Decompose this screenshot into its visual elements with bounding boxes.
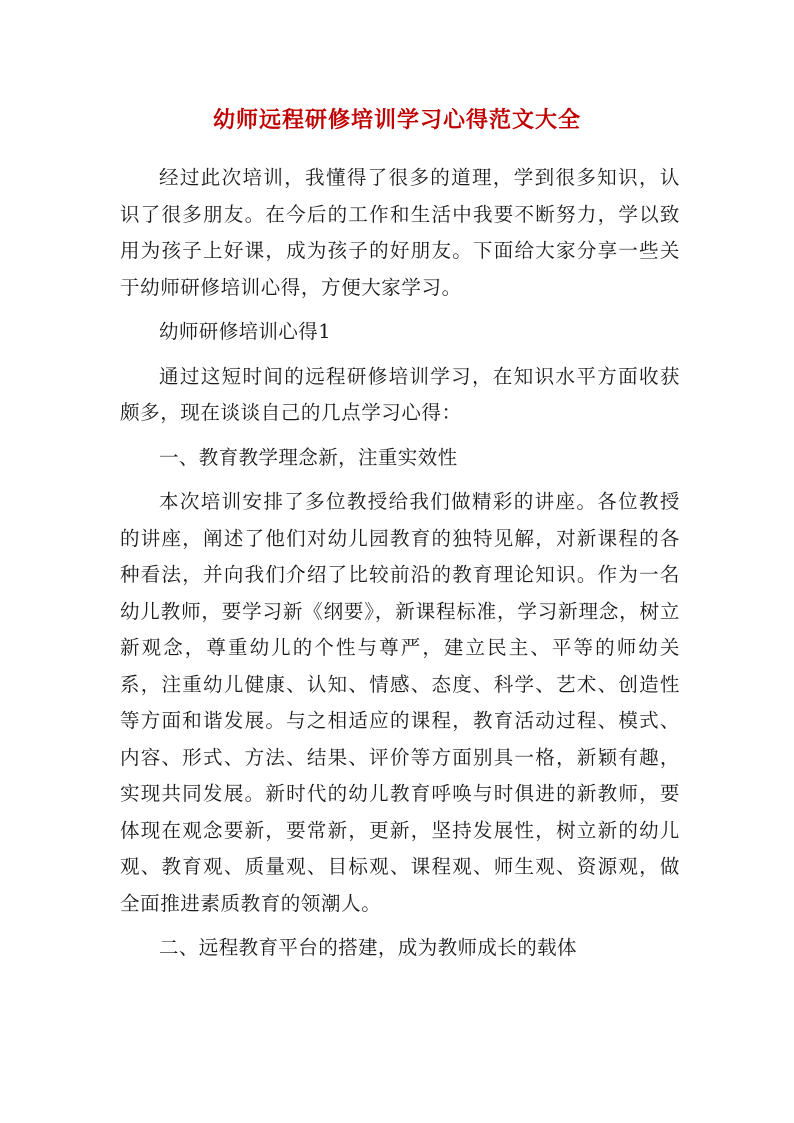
- experience-intro-paragraph: 通过这短时间的远程研修培训学习，在知识水平方面收获颇多，现在谈谈自己的几点学习心得：: [120, 364, 680, 424]
- subheading-teaching-concept: 一、教育教学理念新，注重实效性: [159, 445, 458, 469]
- intro-paragraph: 经过此次培训，我懂得了很多的道理，学到很多知识，认识了很多朋友。在今后的工作和生活中我要不断努力，学以致用为孩子上好课，成为孩子的好朋友。下面给大家分享一些关于幼师研修培训心得，方便大家学习。: [120, 166, 680, 299]
- document-title: 幼师远程研修培训学习心得范文大全: [212, 107, 581, 133]
- document-body: [120, 160, 680, 967]
- subheading-remote-platform: 二、远程教育平台的搭建，成为教师成长的载体: [159, 936, 577, 959]
- section-heading-experience-1: 幼师研修培训心得1: [159, 320, 332, 343]
- teaching-concept-paragraph: 本次培训安排了多位教授给我们做精彩的讲座。各位教授的讲座，阐述了他们对幼儿园教育的独特见解，对新课程的各种看法，并向我们介绍了比较前沿的教育理论知识。作为一名幼儿教师，要学习新《纲要》，新课程标准，学习新理念，树立新观念，尊重幼儿的个性与尊严，建立民主、平等的师幼关系，注重幼儿健康、认知、情感、态度、科学、艺术、创造性等方面和谐发展。与之相适应的课程，教育活动过程、模式、内容、形式、方法、结果、评价等方面别具一格，新颖有趣，实现共同发展。新时代的幼儿教育呼唤与时俱进的新教师，要体现在观念要新，要常新，更新，坚持发展性，树立新的幼儿观、教育观、质量观、目标观、课程观、师生观、资源观，做全面推进素质教育的领潮人。: [120, 490, 680, 915]
